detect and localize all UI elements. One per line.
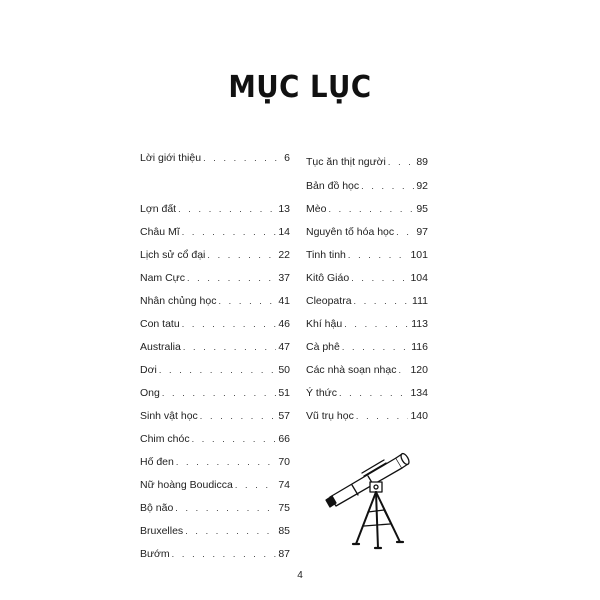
toc-entry	[306, 270, 428, 286]
toc-entry-label: Sinh vật học	[140, 410, 198, 422]
toc-entry-label: Tinh tinh	[306, 249, 346, 261]
toc-entry	[306, 293, 428, 309]
toc-entry	[140, 150, 290, 166]
toc-entry	[140, 500, 290, 516]
toc-leader-dots	[203, 150, 282, 166]
toc-entry-page: 85	[278, 525, 290, 537]
toc-entry	[140, 454, 290, 470]
toc-entry-label: Bruxelles	[140, 525, 184, 537]
toc-entry-page: 57	[278, 410, 290, 422]
toc-leader-dots	[354, 293, 411, 309]
toc-entry-page: 111	[412, 295, 428, 307]
toc-entry-label: Cà phê	[306, 341, 340, 353]
toc-entry	[306, 178, 428, 194]
toc-leader-dots	[175, 500, 276, 516]
toc-entry-page: 87	[278, 548, 290, 560]
toc-entry	[306, 385, 428, 401]
toc-entry-page: 66	[278, 433, 290, 445]
toc-entry	[140, 293, 290, 309]
toc-entry-label: Lịch sử cổ đại	[140, 249, 206, 261]
toc-leader-dots	[172, 546, 277, 562]
toc-leader-dots	[185, 523, 276, 539]
toc-entry-label: Chim chóc	[140, 433, 190, 445]
toc-entry	[306, 201, 428, 217]
toc-entry-page: 97	[416, 226, 428, 238]
toc-leader-dots	[207, 247, 276, 263]
toc-entry-label: Kitô Giáo	[306, 272, 350, 284]
toc-entry-page: 95	[416, 203, 428, 215]
toc-entry-label: Con tatu	[140, 318, 180, 330]
toc-entry	[140, 339, 290, 355]
toc-entry	[306, 154, 428, 170]
toc-leader-dots	[162, 385, 276, 401]
toc-entry-label: Mèo	[306, 203, 327, 215]
toc-entry-label: Hố đen	[140, 456, 174, 468]
toc-entry-page: 120	[410, 364, 428, 376]
toc-leader-dots	[182, 224, 277, 240]
toc-entry-page: 92	[416, 180, 428, 192]
toc-entry-page: 101	[410, 249, 428, 261]
toc-leader-dots	[178, 201, 276, 217]
toc-entry	[140, 316, 290, 332]
toc-entry-label: Ý thức	[306, 387, 337, 399]
toc-entry-page: 75	[278, 502, 290, 514]
toc-entry-label: Bướm	[140, 548, 170, 560]
toc-entry-page: 51	[278, 387, 290, 399]
toc-entry-page: 41	[278, 295, 290, 307]
toc-entry	[140, 431, 290, 447]
toc-entry	[140, 270, 290, 286]
toc-entry	[306, 316, 428, 332]
toc-entry-label: Nam Cực	[140, 272, 185, 284]
toc-leader-dots	[183, 339, 276, 355]
toc-entry	[306, 362, 428, 378]
toc-entry-label: Lời giới thiệu	[140, 152, 202, 164]
toc-entry-label: Bộ não	[140, 502, 174, 514]
toc-entry-label: Nữ hoàng Boudicca	[140, 479, 233, 491]
toc-entry-label: Cleopatra	[306, 295, 352, 307]
toc-entry	[140, 362, 290, 378]
toc-entry-label: Dơi	[140, 364, 157, 376]
page-number: 4	[297, 570, 303, 581]
toc-leader-dots	[200, 408, 277, 424]
toc-leader-dots	[218, 293, 276, 309]
toc-entry-page: 113	[411, 318, 428, 330]
toc-entry	[140, 224, 290, 240]
toc-entry-page: 37	[278, 272, 290, 284]
toc-entry	[140, 523, 290, 539]
toc-entry-label: Khí hậu	[306, 318, 343, 330]
toc-leader-dots	[396, 224, 414, 240]
toc-leader-dots	[348, 247, 409, 263]
toc-entry	[306, 339, 428, 355]
toc-leader-dots	[235, 477, 276, 493]
toc-entry-label: Các nhà soạn nhạc	[306, 364, 397, 376]
toc-entry-page: 14	[278, 226, 290, 238]
toc-entry	[140, 546, 290, 562]
toc-leader-dots	[388, 154, 414, 170]
toc-entry-label: Nhân chủng học	[140, 295, 217, 307]
toc-entry	[140, 201, 290, 217]
telescope-icon	[322, 440, 434, 552]
toc-entry	[140, 408, 290, 424]
toc-leader-dots	[176, 454, 276, 470]
page-title: MỤC LỤC	[228, 70, 372, 105]
toc-entry-page: 70	[278, 456, 290, 468]
toc-entry-page: 50	[278, 364, 290, 376]
toc-entry	[306, 224, 428, 240]
toc-leader-dots	[342, 339, 409, 355]
toc-leader-dots	[328, 201, 414, 217]
toc-entry-label: Lợn đất	[140, 203, 177, 215]
toc-entry-page: 134	[410, 387, 428, 399]
toc-entry-page: 74	[278, 479, 290, 491]
toc-entry	[140, 385, 290, 401]
toc-entry-label: Nguyên tố hóa học	[306, 226, 395, 238]
toc-leader-dots	[182, 316, 277, 332]
toc-leader-dots	[187, 270, 276, 286]
toc-entry-page: 89	[416, 156, 428, 168]
toc-entry-page: 47	[278, 341, 290, 353]
toc-entry-page: 13	[278, 203, 290, 215]
toc-entry	[306, 408, 428, 424]
toc-leader-dots	[361, 178, 414, 194]
toc-entry-label: Ong	[140, 387, 160, 399]
toc-entry-page: 116	[411, 341, 428, 353]
toc-entry-page: 6	[284, 152, 290, 164]
toc-leader-dots	[192, 431, 277, 447]
toc-entry-page: 104	[410, 272, 428, 284]
toc-entry-label: Tục ăn thịt người	[306, 156, 386, 168]
toc-entry	[306, 247, 428, 263]
toc-leader-dots	[159, 362, 277, 378]
toc-leader-dots	[351, 270, 408, 286]
toc-leader-dots	[398, 362, 408, 378]
toc-entry-label: Châu Mĩ	[140, 226, 180, 238]
toc-leader-dots	[344, 316, 409, 332]
toc-entry-page: 22	[278, 249, 290, 261]
toc-entry-label: Vũ trụ học	[306, 410, 354, 422]
toc-entry-page: 46	[278, 318, 290, 330]
toc-entry	[140, 477, 290, 493]
toc-leader-dots	[339, 385, 409, 401]
toc-entry-label: Bản đồ học	[306, 180, 360, 192]
toc-leader-dots	[356, 408, 409, 424]
toc-entry-label: Australia	[140, 341, 181, 353]
toc-entry-page: 140	[410, 410, 428, 422]
toc-entry	[140, 247, 290, 263]
